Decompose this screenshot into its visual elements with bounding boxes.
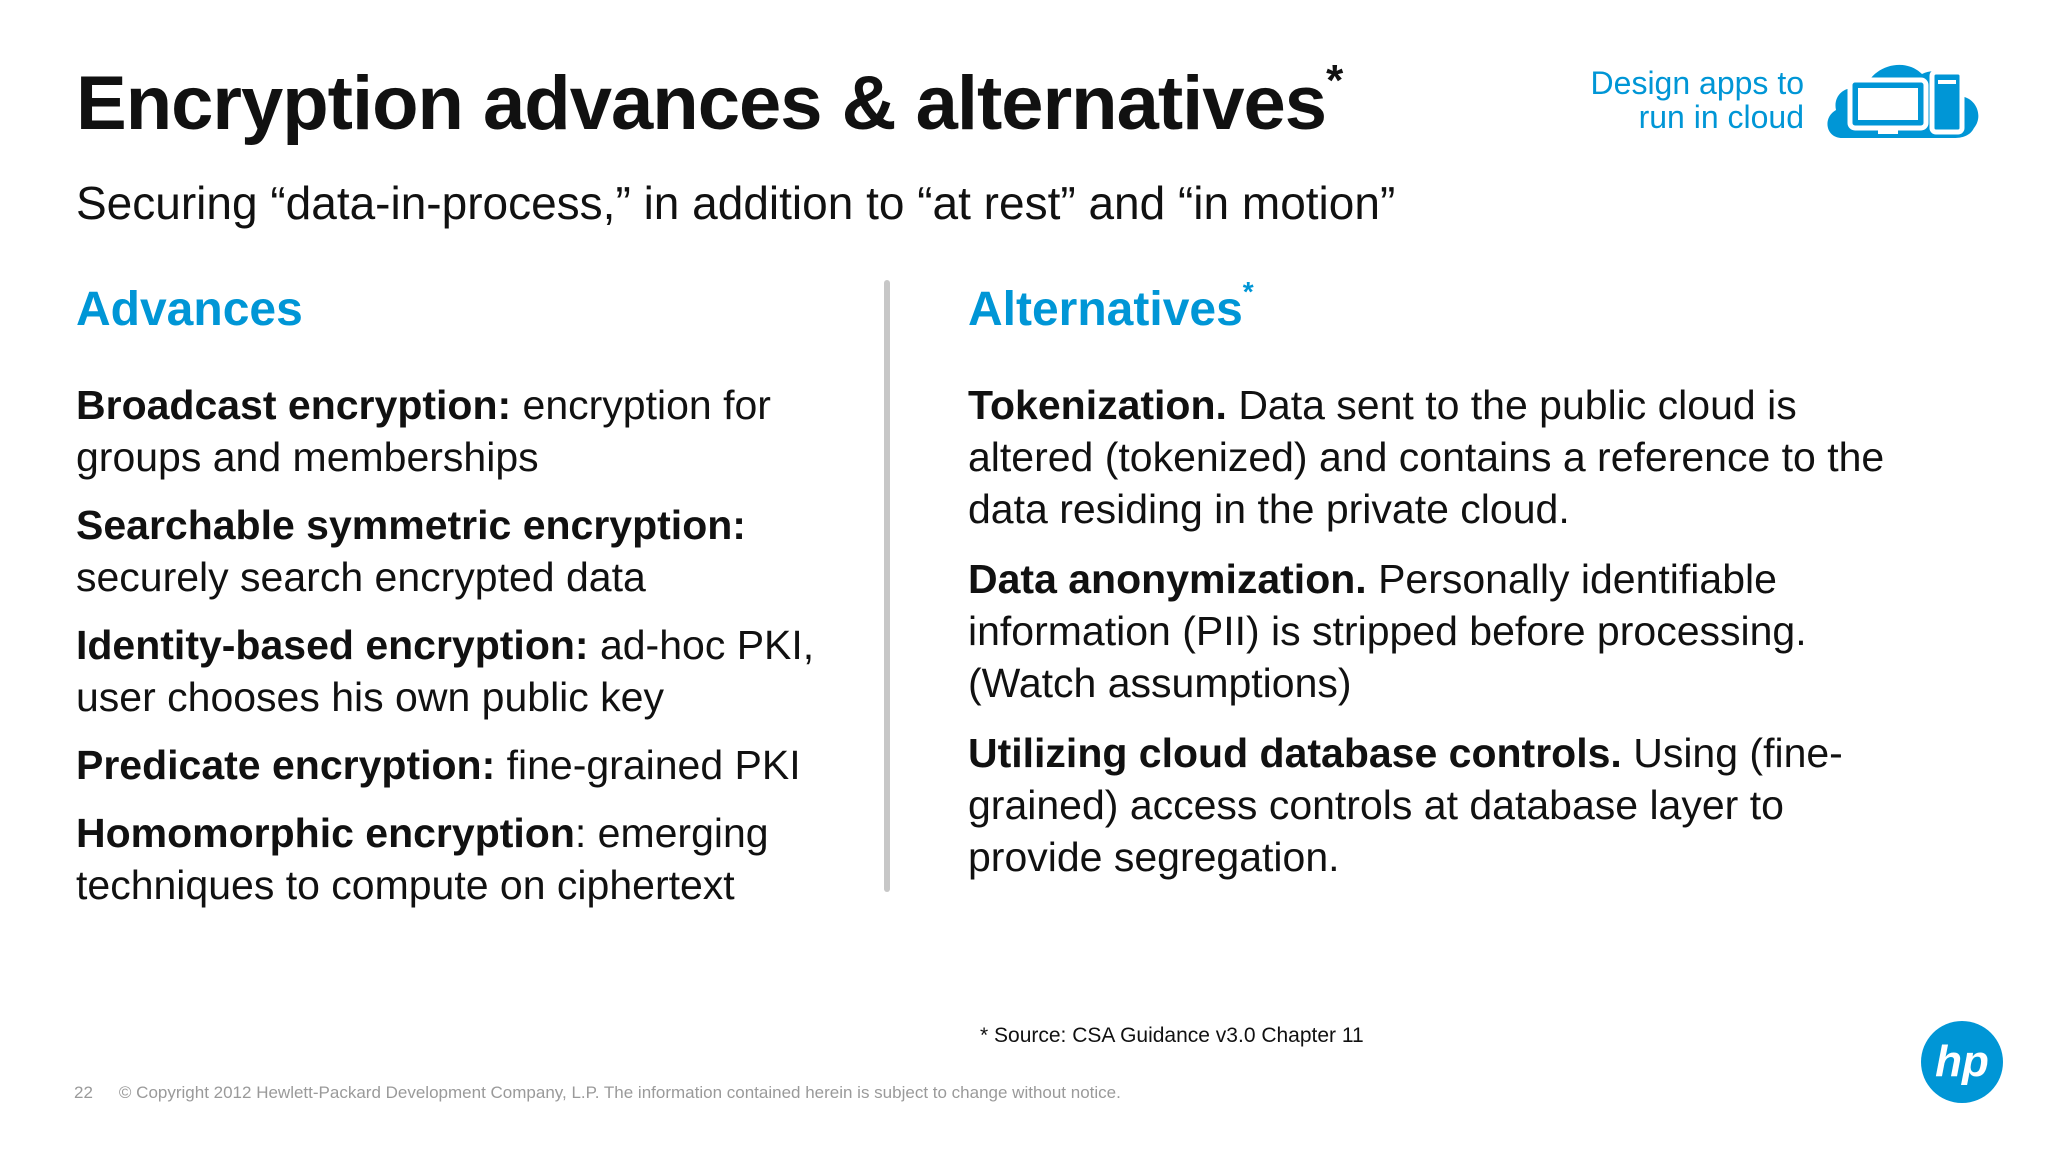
alternative-item: [968, 727, 1898, 883]
copyright-notice: © Copyright 2012 Hewlett-Packard Development Company, L.P. The information contained herein is subject to change without notice.: [118, 1083, 1121, 1102]
alternative-term: Tokenization.: [968, 382, 1227, 428]
alternative-item: [968, 379, 1898, 535]
badge-line-1: Design apps to: [1590, 64, 1804, 101]
advance-desc: fine-grained PKI: [495, 742, 801, 788]
source-note: * Source: CSA Guidance v3.0 Chapter 11: [980, 1024, 1364, 1047]
alternatives-heading: Alternatives*: [968, 276, 1254, 336]
column-divider: [884, 280, 890, 892]
advance-term: Identity-based encryption:: [76, 622, 589, 668]
title-footnote-mark: *: [1326, 56, 1343, 105]
advance-desc: ad-hoc PKI, user chooses his own public key: [76, 622, 815, 720]
advance-item: [76, 807, 866, 911]
advances-column: [76, 282, 866, 927]
page-number: 22: [74, 1083, 93, 1102]
cloud-devices-icon: [1820, 52, 1988, 147]
badge-text: [1584, 66, 1804, 134]
advance-item: [76, 619, 866, 723]
alternative-desc: Personally identifiable information (PII) is stripped before processing. (Watch assumptions): [968, 556, 1807, 706]
advances-heading: Advances: [76, 283, 303, 336]
advance-term: Broadcast encryption:: [76, 382, 512, 428]
advance-term: Predicate encryption:: [76, 742, 496, 788]
advance-desc: securely search encrypted data: [76, 554, 646, 600]
alternative-desc: Using (fine-grained) access controls at database layer to provide segregation.: [968, 730, 1843, 880]
advance-item: [76, 499, 866, 603]
slide-title: Encryption advances & alternatives*: [76, 56, 1343, 146]
alternative-term: Utilizing cloud database controls.: [968, 730, 1622, 776]
advance-item: [76, 739, 866, 791]
advance-desc: : emerging techniques to compute on ciphertext: [76, 810, 769, 908]
alternatives-footnote-mark: *: [1242, 276, 1254, 307]
hp-logo-text: hp: [1935, 1037, 1989, 1086]
advance-desc: encryption for groups and memberships: [76, 382, 771, 480]
advance-item: [76, 379, 866, 483]
alternatives-column: [968, 276, 1898, 901]
slide-subtitle: Securing “data-in-process,” in addition to “at rest” and “in motion”: [76, 177, 1396, 229]
alternative-desc: Data sent to the public cloud is altered (tokenized) and contains a reference to the data residing in the private cloud.: [968, 382, 1885, 532]
design-apps-badge: [1584, 52, 1988, 147]
hp-logo-icon: [1920, 1020, 2004, 1104]
badge-line-2: run in cloud: [1638, 98, 1804, 135]
alternative-item: [968, 553, 1898, 709]
advance-term: Homomorphic encryption: [76, 810, 575, 856]
footer: [74, 1083, 1121, 1103]
alternative-term: Data anonymization.: [968, 556, 1367, 602]
advance-term: Searchable symmetric encryption:: [76, 502, 746, 548]
